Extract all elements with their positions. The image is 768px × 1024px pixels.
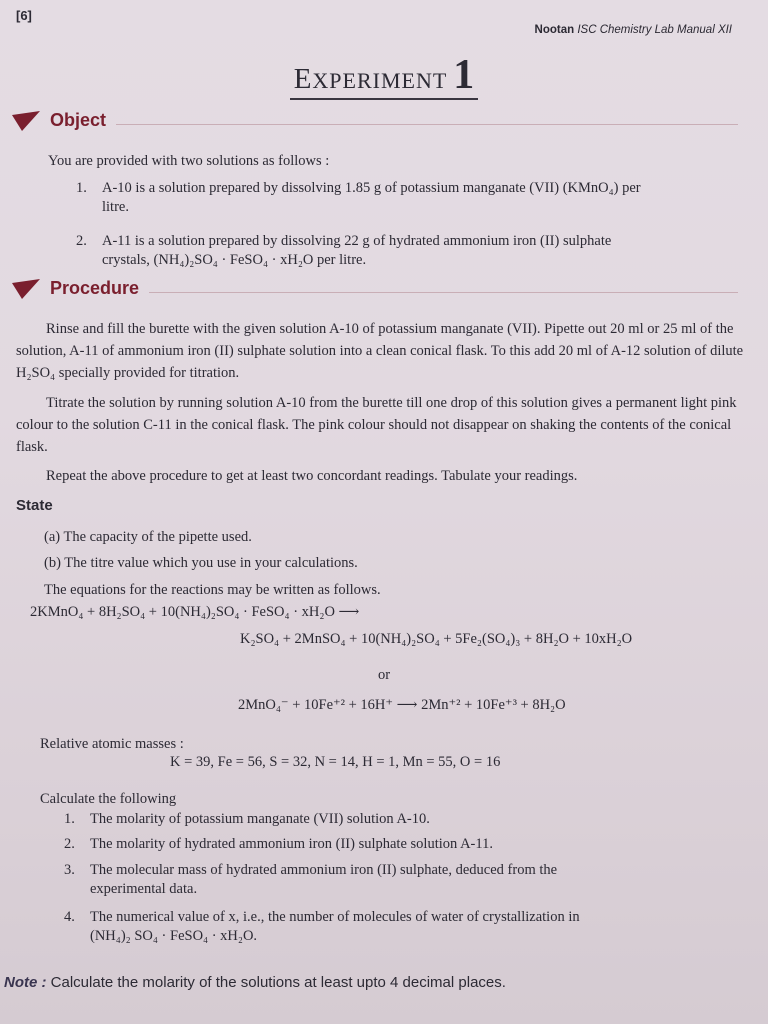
running-head-title: ISC Chemistry Lab Manual XII [577,24,732,36]
list-text: litre. [102,199,129,215]
section-marker-icon [12,111,40,131]
calculate-item-4 [64,908,762,946]
calculate-item-3 [64,861,762,899]
object-item-2 [76,232,744,270]
procedure-paragraph-1: Rinse and fill the burette with the given solution A-10 of potassium manganate (VII). Pipette out 20 ml or 25 ml of the solution, A-11 of ammonium iron (II) sulphate solution into a clean conical flask. To this add 20 ml of A-12 solution of dilute H₂SO₄ specially provided for titration. [16,321,744,381]
section-rule [149,292,738,293]
list-text: A-10 is a solution prepared by dissolving 1.85 g of potassium manganate (VII) (KMnO₄) per [102,180,641,196]
state-item-a: (a) The capacity of the pipette used. [44,529,252,545]
equations-intro: The equations for the reactions may be written as follows. [44,582,381,598]
procedure-paragraph-2: Titrate the solution by running solution A-10 from the burette till one drop of this solution gives a permanent light pink colour to the solution C-11 in the conical flask. The pink colour should not disappear on shaking the contents of the conical flask. [16,395,737,455]
calculate-item-2 [64,835,762,854]
list-text: (NH₄)₂ SO₄ · FeSO₄ · xH₂O. [90,928,258,944]
note-text: Calculate the molarity of the solutions at least upto 4 decimal places. [50,974,506,991]
list-number: 2. [64,836,75,852]
experiment-title [0,52,768,100]
page-number: [6] [16,8,32,23]
list-text: The molecular mass of hydrated ammonium iron (II) sulphate, deduced from the [90,862,558,878]
note-label: Note : [4,974,47,991]
list-number: 3. [64,862,75,878]
atomic-masses-values: K = 39, Fe = 56, S = 32, N = 14, H = 1, Mn = 55, O = 16 [170,754,501,770]
list-text: A-11 is a solution prepared by dissolving 22 g of hydrated ammonium iron (II) sulphate [102,233,612,249]
note [4,974,506,991]
list-text: The molarity of potassium manganate (VII) solution A-10. [90,811,430,827]
equation-or: or [378,667,391,683]
list-text: The numerical value of x, i.e., the number of molecules of water of crystallization in [90,909,580,925]
section-rule [116,124,738,125]
list-number: 1. [64,811,75,827]
procedure-heading [12,278,738,299]
procedure-heading-label: Procedure [50,278,140,298]
experiment-title-rest: XPERIMENT [312,68,448,93]
list-text: experimental data. [90,881,198,897]
section-marker-icon [12,279,40,299]
object-heading [12,110,738,131]
object-intro: You are provided with two solutions as follows : [48,153,330,169]
experiment-title-initial: E [293,63,313,95]
list-number: 1. [76,180,87,196]
list-text: crystals, (NH₄)₂SO₄ · FeSO₄ · xH₂O per litre. [102,252,367,268]
list-number: 4. [64,909,75,925]
object-heading-label: Object [50,110,107,130]
procedure-paragraph-3: Repeat the above procedure to get at least two concordant readings. Tabulate your readings. [46,468,578,484]
calculate-heading: Calculate the following [40,791,177,807]
list-text: The molarity of hydrated ammonium iron (II) sulphate solution A-11. [90,836,493,852]
object-item-1 [76,179,744,217]
list-number: 2. [76,233,87,249]
state-item-b: (b) The titre value which you use in your calculations. [44,555,358,571]
state-heading: State [16,497,53,514]
equation-1-products: K₂SO₄ + 2MnSO₄ + 10(NH₄)₂SO₄ + 5Fe₂(SO₄)₃ + 8H₂O + 10xH₂O [240,631,633,647]
equation-1-reactants: 2KMnO₄ + 8H₂SO₄ + 10(NH₄)₂SO₄ · FeSO₄ · xH₂O ⟶ [30,604,360,620]
running-head-brand: Nootan [534,24,575,36]
running-head [535,24,732,36]
experiment-number: 1 [453,52,475,98]
atomic-masses-label: Relative atomic masses : [40,736,184,752]
calculate-item-1 [64,810,762,829]
equation-2-ionic: 2MnO₄⁻ + 10Fe⁺² + 16H⁺ ⟶ 2Mn⁺² + 10Fe⁺³ + 8H₂O [238,697,566,713]
